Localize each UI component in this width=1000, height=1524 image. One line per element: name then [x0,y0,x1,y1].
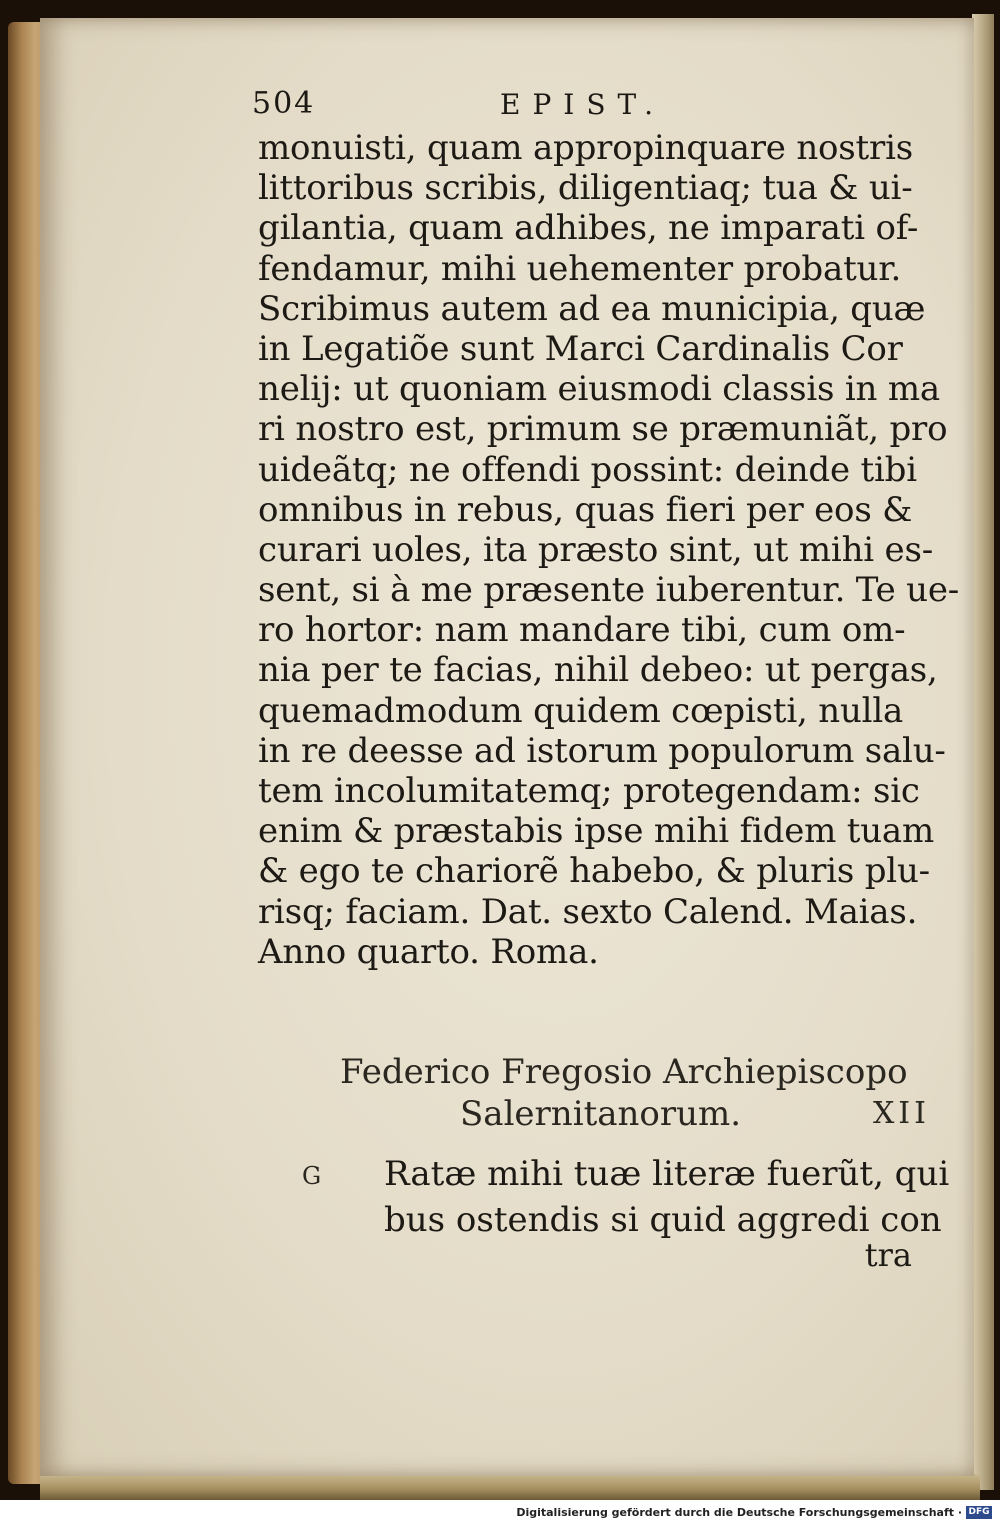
body-text [258,128,960,972]
text-line: in Legatiõe sunt Marci Cardinalis Cor [258,328,903,369]
recipient-line: Federico Fregosio Archiepiscopo [340,1052,908,1092]
text-line: monuisti, quam appropinquare nostris [258,128,913,168]
page-number: 504 [252,86,316,121]
text-line: gilantia, quam adhibes, ne imparati of- [258,208,919,249]
footer-bar [0,1500,1000,1524]
funding-note: Digitalisierung gefördert durch die Deutsche Forschungsgemeinschaft · [516,1506,962,1519]
book-bottom-edge [40,1474,980,1500]
letter-start [384,1152,950,1244]
running-head [252,86,732,134]
book-fore-edge [972,14,994,1490]
text-line: fendamur, mihi uehementer probatur. [258,248,902,289]
text-line: Ratæ mihi tuæ literæ fuerũt, qui [384,1154,950,1194]
recipient-line-2 [340,1092,930,1136]
text-line: in re deesse ad istorum populorum salu- [258,730,946,771]
text-line: Anno quarto. Roma. [258,931,599,972]
marginal-letter: G [302,1162,322,1190]
text-line: tem incolumitatemq; protegendam: sic [258,771,920,811]
text-line: ro hortor: nam mandare tibi, cum om- [258,610,906,651]
running-title: EPIST. [500,88,665,121]
text-line: quemadmodum quidem cœpisti, nulla [258,690,904,731]
text-line: curari uoles, ita præsto sint, ut mihi es- [258,529,934,570]
dfg-logo-icon: DFG [966,1506,992,1519]
text-line: nelij: ut quoniam eiusmodi classis in ma [258,369,940,410]
text-line: & ego te chariorẽ habebo, & pluris plu- [258,851,930,892]
letter-number: XII [872,1096,930,1131]
text-line: risq; faciam. Dat. sexto Calend. Maias. [258,891,918,932]
text-line: bus ostendis si quid aggredi con [384,1200,942,1240]
text-line: enim & præstabis ipse mihi fidem tuam [258,811,935,852]
text-line: uideãtq; ne offendi possint: deinde tibi [258,449,917,490]
letter-heading [340,1052,930,1136]
text-line: nia per te facias, nihil debeo: ut pergas, [258,650,938,691]
text-line: sent, si à me præsente iuberentur. Te ue- [258,570,960,611]
text-line: ri nostro est, primum se præmuniãt, pro [258,409,948,450]
recipient-tail: Salernitanorum. [460,1094,742,1134]
catchword: tra [864,1236,912,1274]
text-line: littoribus scribis, diligentiaq; tua & ui- [258,168,913,209]
text-line: omnibus in rebus, quas fieri per eos & [258,489,913,530]
text-line: Scribimus autem ad ea municipia, quæ [258,288,926,329]
